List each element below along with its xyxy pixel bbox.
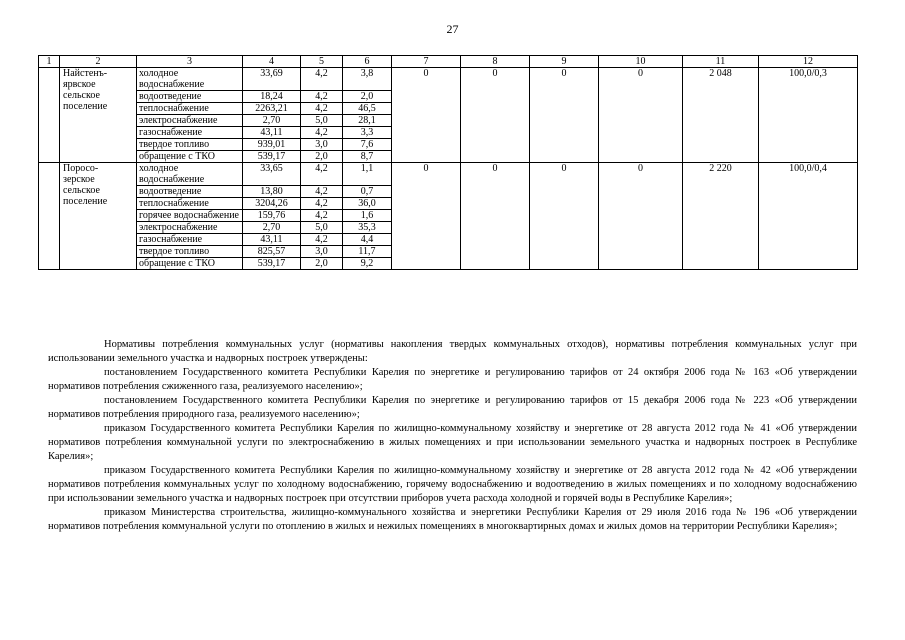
table-row bbox=[39, 163, 858, 186]
service-cell: обращение с ТКО bbox=[137, 258, 243, 270]
value-cell-col4: 33,65 bbox=[243, 163, 301, 186]
value-cell-col6: 2,0 bbox=[343, 91, 392, 103]
value-cell-col4: 539,17 bbox=[243, 258, 301, 270]
header-cell: 11 bbox=[683, 56, 759, 68]
municipality-cell: Найстенъ- ярвское сельское поселение bbox=[60, 68, 137, 163]
service-cell: газоснабжение bbox=[137, 127, 243, 139]
service-cell: холодное водоснабжение bbox=[137, 68, 243, 91]
value-cell-col6: 1,1 bbox=[343, 163, 392, 186]
value-cell-col5: 4,2 bbox=[301, 163, 343, 186]
paragraph-intro: Нормативы потребления коммунальных услуг (нормативы накопления твердых коммунальных отходов), нормативы потребления коммунальных услуг при использовании земельного участка и надворных построек утверждены: bbox=[48, 339, 857, 364]
table-row bbox=[39, 68, 858, 91]
value-cell-col6: 8,7 bbox=[343, 151, 392, 163]
value-cell-col11: 2 048 bbox=[683, 68, 759, 163]
paragraph-item: приказом Государственного комитета Республики Карелия по жилищно-коммунальному хозяйству и энергетике от 28 августа 2012 года № 41 «Об утверждении нормативов потребления коммунальной услуги по электроснабжению в жилых помещениях и при использовании земельного участка и надворных построек в Республике Карелия»; bbox=[48, 423, 857, 462]
page-number: 27 bbox=[446, 22, 459, 36]
value-cell-col4: 825,57 bbox=[243, 246, 301, 258]
header-cell: 5 bbox=[301, 56, 343, 68]
value-cell-col4: 13,80 bbox=[243, 186, 301, 198]
value-cell-col6: 3,8 bbox=[343, 68, 392, 91]
paragraph-item: постановлением Государственного комитета Республики Карелия по энергетике и регулированию тарифов от 15 декабря 2006 года № 223 «Об утверждении нормативов потребления природного газа, реализуемого населению»; bbox=[48, 395, 857, 420]
value-cell-col4: 2,70 bbox=[243, 222, 301, 234]
header-cell: 2 bbox=[60, 56, 137, 68]
value-cell-col6: 3,3 bbox=[343, 127, 392, 139]
value-cell-col4: 33,69 bbox=[243, 68, 301, 91]
header-cell: 3 bbox=[137, 56, 243, 68]
value-cell-col6: 9,2 bbox=[343, 258, 392, 270]
service-cell: электроснабжение bbox=[137, 115, 243, 127]
value-cell-col7: 0 bbox=[392, 68, 461, 163]
service-cell: водоотведение bbox=[137, 91, 243, 103]
value-cell-col4: 539,17 bbox=[243, 151, 301, 163]
value-cell-col10: 0 bbox=[599, 68, 683, 163]
value-cell-col4: 3204,26 bbox=[243, 198, 301, 210]
row-number-cell bbox=[39, 68, 60, 163]
value-cell-col4: 43,11 bbox=[243, 234, 301, 246]
value-cell-col6: 1,6 bbox=[343, 210, 392, 222]
header-cell: 6 bbox=[343, 56, 392, 68]
value-cell-col5: 4,2 bbox=[301, 198, 343, 210]
service-cell: обращение с ТКО bbox=[137, 151, 243, 163]
value-cell-col5: 4,2 bbox=[301, 210, 343, 222]
value-cell-col8: 0 bbox=[461, 163, 530, 270]
value-cell-col6: 46,5 bbox=[343, 103, 392, 115]
norms-table bbox=[38, 55, 858, 270]
service-cell: горячее водоснабжение bbox=[137, 210, 243, 222]
value-cell-col12: 100,0/0,3 bbox=[759, 68, 858, 163]
row-number-cell bbox=[39, 163, 60, 270]
value-cell-col7: 0 bbox=[392, 163, 461, 270]
value-cell-col5: 4,2 bbox=[301, 234, 343, 246]
value-cell-col5: 4,2 bbox=[301, 186, 343, 198]
value-cell-col4: 18,24 bbox=[243, 91, 301, 103]
value-cell-col6: 11,7 bbox=[343, 246, 392, 258]
value-cell-col5: 4,2 bbox=[301, 127, 343, 139]
value-cell-col10: 0 bbox=[599, 163, 683, 270]
header-cell: 9 bbox=[530, 56, 599, 68]
service-cell: водоотведение bbox=[137, 186, 243, 198]
value-cell-col5: 5,0 bbox=[301, 222, 343, 234]
regulations-text bbox=[48, 338, 857, 534]
value-cell-col12: 100,0/0,4 bbox=[759, 163, 858, 270]
header-cell: 8 bbox=[461, 56, 530, 68]
service-cell: газоснабжение bbox=[137, 234, 243, 246]
value-cell-col4: 2,70 bbox=[243, 115, 301, 127]
header-cell: 12 bbox=[759, 56, 858, 68]
header-cell: 1 bbox=[39, 56, 60, 68]
header-cell: 7 bbox=[392, 56, 461, 68]
header-cell: 4 bbox=[243, 56, 301, 68]
value-cell-col11: 2 220 bbox=[683, 163, 759, 270]
value-cell-col4: 2263,21 bbox=[243, 103, 301, 115]
value-cell-col6: 4,4 bbox=[343, 234, 392, 246]
value-cell-col4: 159,76 bbox=[243, 210, 301, 222]
value-cell-col5: 3,0 bbox=[301, 246, 343, 258]
municipality-cell: Поросо- зерское сельское поселение bbox=[60, 163, 137, 270]
value-cell-col5: 4,2 bbox=[301, 91, 343, 103]
table-header-row bbox=[39, 56, 858, 68]
service-cell: теплоснабжение bbox=[137, 103, 243, 115]
value-cell-col9: 0 bbox=[530, 68, 599, 163]
value-cell-col6: 7,6 bbox=[343, 139, 392, 151]
paragraph-item: постановлением Государственного комитета Республики Карелия по энергетике и регулированию тарифов от 24 октября 2006 года № 163 «Об утверждении нормативов потребления сжиженного газа, реализуемого населению»; bbox=[48, 367, 857, 392]
value-cell-col8: 0 bbox=[461, 68, 530, 163]
value-cell-col5: 3,0 bbox=[301, 139, 343, 151]
header-cell: 10 bbox=[599, 56, 683, 68]
value-cell-col6: 36,0 bbox=[343, 198, 392, 210]
value-cell-col9: 0 bbox=[530, 163, 599, 270]
paragraph-item: приказом Государственного комитета Республики Карелия по жилищно-коммунальному хозяйству и энергетике от 28 августа 2012 года № 42 «Об утверждении нормативов потребления коммунальных услуг по холодному водоснабжению, горячему водоснабжению и водоотведению в жилых помещениях и по холодному водоснабжению при использовании земельного участка и надворных построек при отсутствии приборов учета расхода холодной и горячей воды в Республике Карелия»; bbox=[48, 465, 857, 504]
service-cell: теплоснабжение bbox=[137, 198, 243, 210]
value-cell-col6: 0,7 bbox=[343, 186, 392, 198]
value-cell-col5: 4,2 bbox=[301, 68, 343, 91]
value-cell-col5: 2,0 bbox=[301, 258, 343, 270]
service-cell: твердое топливо bbox=[137, 246, 243, 258]
service-cell: холодное водоснабжение bbox=[137, 163, 243, 186]
value-cell-col4: 43,11 bbox=[243, 127, 301, 139]
service-cell: электроснабжение bbox=[137, 222, 243, 234]
value-cell-col6: 35,3 bbox=[343, 222, 392, 234]
value-cell-col5: 4,2 bbox=[301, 103, 343, 115]
value-cell-col6: 28,1 bbox=[343, 115, 392, 127]
value-cell-col5: 2,0 bbox=[301, 151, 343, 163]
paragraph-item: приказом Министерства строительства, жилищно-коммунального хозяйства и энергетики Республики Карелия от 29 июля 2016 года № 196 «Об утверждении нормативов потребления коммунальной услуги по отоплению в жилых и нежилых помещениях в многоквартирных домах и жилых домов на территории Республики Карелия»; bbox=[48, 507, 857, 532]
value-cell-col4: 939,01 bbox=[243, 139, 301, 151]
service-cell: твердое топливо bbox=[137, 139, 243, 151]
value-cell-col5: 5,0 bbox=[301, 115, 343, 127]
